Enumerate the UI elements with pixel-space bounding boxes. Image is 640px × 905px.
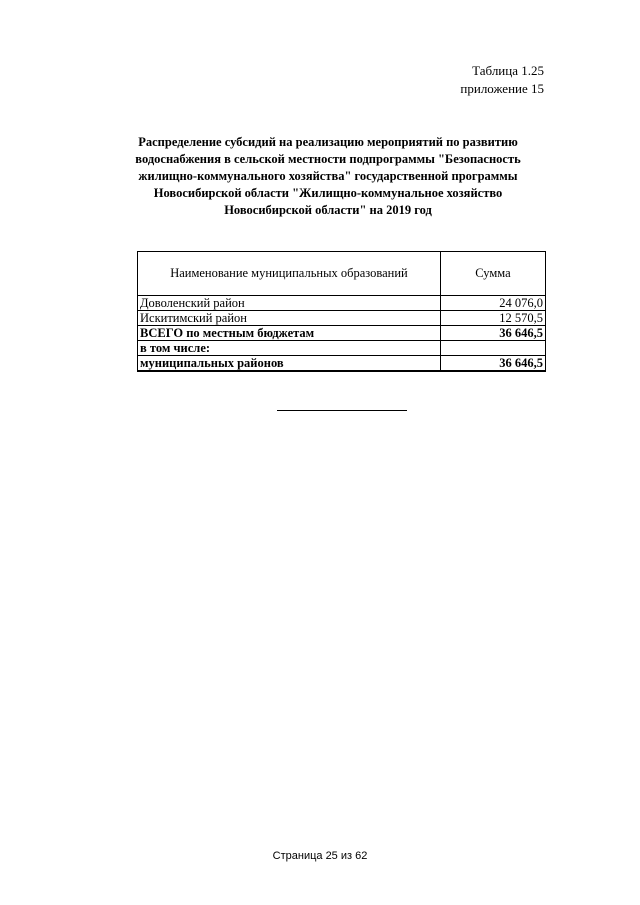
row-name: ВСЕГО по местным бюджетам: [138, 326, 441, 341]
title-line: Распределение субсидий на реализацию мероприятий по развитию: [138, 135, 518, 149]
table-row-including: [138, 341, 546, 356]
table-number-label: Таблица 1.25: [472, 63, 544, 78]
table-row-total: [138, 326, 546, 341]
row-name: в том числе:: [138, 341, 441, 356]
separator-line: [277, 410, 407, 411]
row-sum: 36 646,5: [440, 356, 545, 372]
row-sum: [440, 341, 545, 356]
document-title: [100, 134, 556, 219]
row-sum: 12 570,5: [440, 311, 545, 326]
page-number: Страница 25 из 62: [272, 850, 368, 862]
table-row: [138, 296, 546, 311]
column-header-name: Наименование муниципальных образований: [138, 252, 441, 296]
title-line: водоснабжения в сельской местности подпрограммы "Безопасность: [135, 152, 521, 166]
row-sum: 36 646,5: [440, 326, 545, 341]
title-line: жилищно-коммунального хозяйства" государственной программы: [138, 169, 518, 183]
row-sum: 24 076,0: [440, 296, 545, 311]
title-line: Новосибирской области" на 2019 год: [224, 203, 432, 217]
row-name: муниципальных районов: [138, 356, 441, 372]
table-row: [138, 311, 546, 326]
appendix-label: приложение 15: [460, 81, 544, 96]
row-name: Доволенский район: [138, 296, 441, 311]
table-header-row: [138, 252, 546, 296]
table-row-districts: [138, 356, 546, 372]
row-name: Искитимский район: [138, 311, 441, 326]
column-header-sum: Сумма: [440, 252, 545, 296]
subsidy-table: [137, 251, 546, 372]
title-line: Новосибирской области "Жилищно-коммунальное хозяйство: [153, 186, 503, 200]
table-reference: [460, 62, 544, 98]
